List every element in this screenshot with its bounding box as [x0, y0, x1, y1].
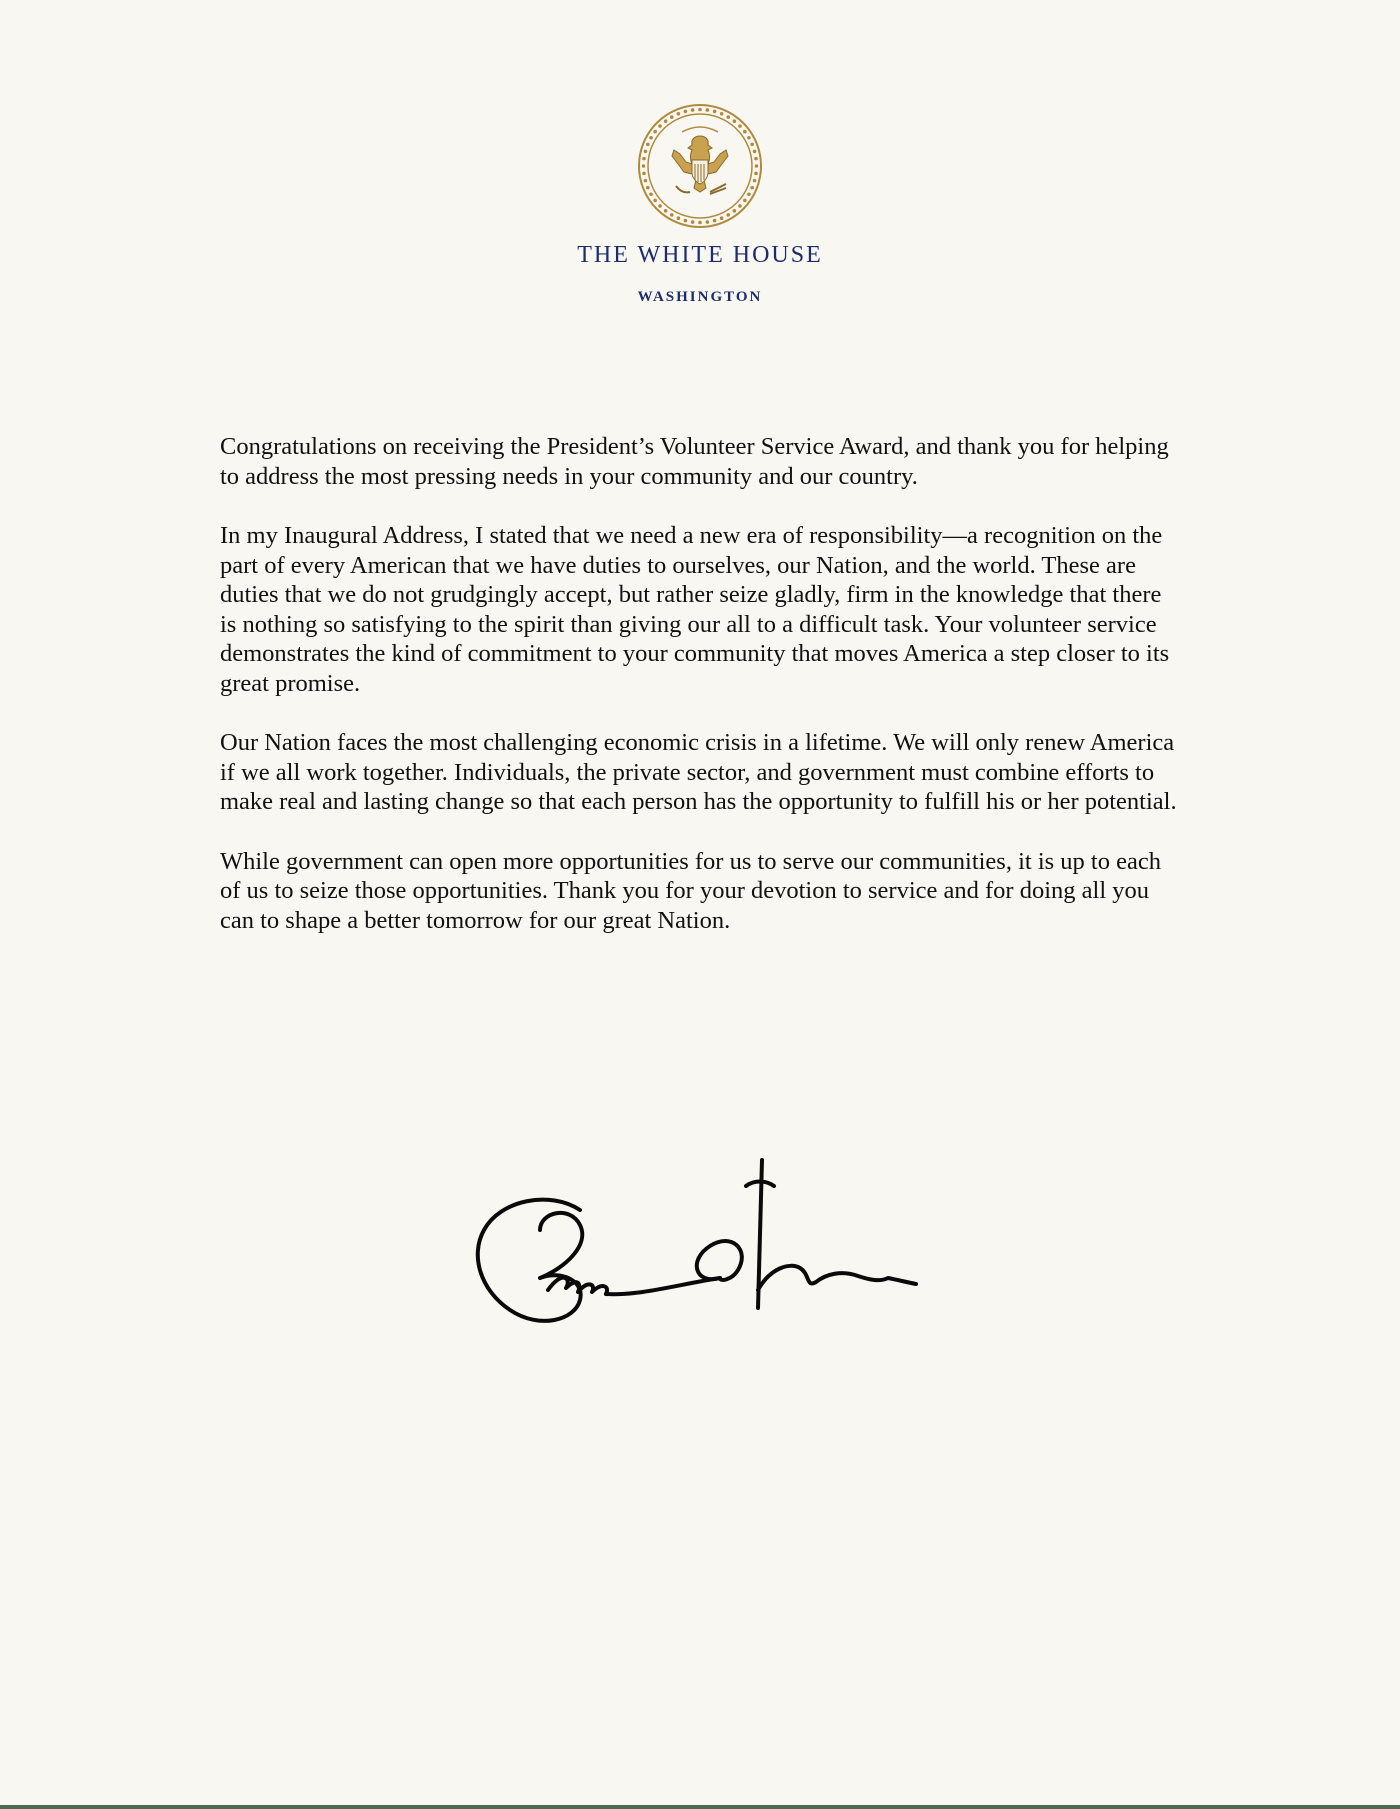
seal-star [684, 219, 688, 223]
handwritten-signature-icon [470, 1150, 940, 1350]
seal-star [738, 204, 742, 208]
seal-star [646, 143, 650, 147]
seal-star [684, 110, 688, 114]
seal-star [644, 179, 648, 183]
seal-star [649, 136, 653, 140]
seal-star [642, 172, 646, 176]
seal-star [747, 136, 751, 140]
seal-star [733, 119, 737, 123]
seal-star [720, 112, 724, 116]
paragraph-1: Congratulations on receiving the President’s Volunteer Service Award, and thank you for helping to address the most pressing needs in your community and our country. [220, 433, 1169, 490]
letterhead-title: THE WHITE HOUSE [577, 242, 823, 268]
seal-star [753, 150, 757, 154]
seal-star [720, 216, 724, 220]
seal-star [713, 219, 717, 223]
seal-star [706, 220, 710, 224]
paragraph-4: While government can open more opportunities for us to serve our communities, it is up to each of us to seize those opportunities. Thank you for your devotion to service and for doing all you can to shape a better tomorrow for our great Nation. [220, 847, 1161, 934]
seal-star [677, 112, 681, 116]
seal-star [733, 209, 737, 213]
paper-edge [0, 1805, 1400, 1809]
seal-star [658, 204, 662, 208]
seal-star [653, 130, 657, 134]
seal-star [664, 209, 668, 213]
seal-star [670, 115, 674, 119]
seal-star [644, 150, 648, 154]
seal-star [677, 216, 681, 220]
seal-star [726, 213, 730, 217]
seal-star [713, 110, 717, 114]
seal-star [743, 130, 747, 134]
seal-star [754, 157, 758, 161]
letterhead-subtitle: WASHINGTON [637, 289, 763, 305]
seal-star [664, 119, 668, 123]
seal-star [747, 192, 751, 196]
seal-star [698, 108, 702, 112]
seal-star [743, 199, 747, 203]
seal-star [658, 124, 662, 128]
seal-star [753, 179, 757, 183]
paragraph-3: Our Nation faces the most challenging economic crisis in a lifetime. We will only renew America if we all work together. Individuals, the private sector, and government must combine efforts to make real and lasting change so that each person has the opportunity to fulfill his or her potential. [220, 729, 1177, 815]
seal-star [755, 164, 759, 168]
seal-star [754, 172, 758, 176]
seal-star [653, 199, 657, 203]
seal-star [750, 143, 754, 147]
letter-body [220, 432, 1180, 965]
seal-star [691, 220, 695, 224]
seal-star [649, 192, 653, 196]
paragraph-2: In my Inaugural Address, I stated that we need a new era of responsibility—a recognition on the part of every American that we have duties to ourselves, our Nation, and the world. These are duties that we do not grudgingly accept, but rather seize gladly, firm in the knowledge that there is nothing so satisfying to the spirit than giving our all to a difficult task. Your volunteer service demonstrates the kind of commitment to your community that moves America a step closer to its great promise. [220, 522, 1170, 697]
presidential-seal-icon [636, 102, 764, 230]
seal-star [738, 124, 742, 128]
seal-star [726, 115, 730, 119]
seal-star [750, 186, 754, 190]
seal-star [706, 108, 710, 112]
seal-star [691, 108, 695, 112]
seal-star [670, 213, 674, 217]
seal-star [642, 157, 646, 161]
seal-star [698, 221, 702, 225]
seal-star [646, 186, 650, 190]
seal-star [642, 164, 646, 168]
